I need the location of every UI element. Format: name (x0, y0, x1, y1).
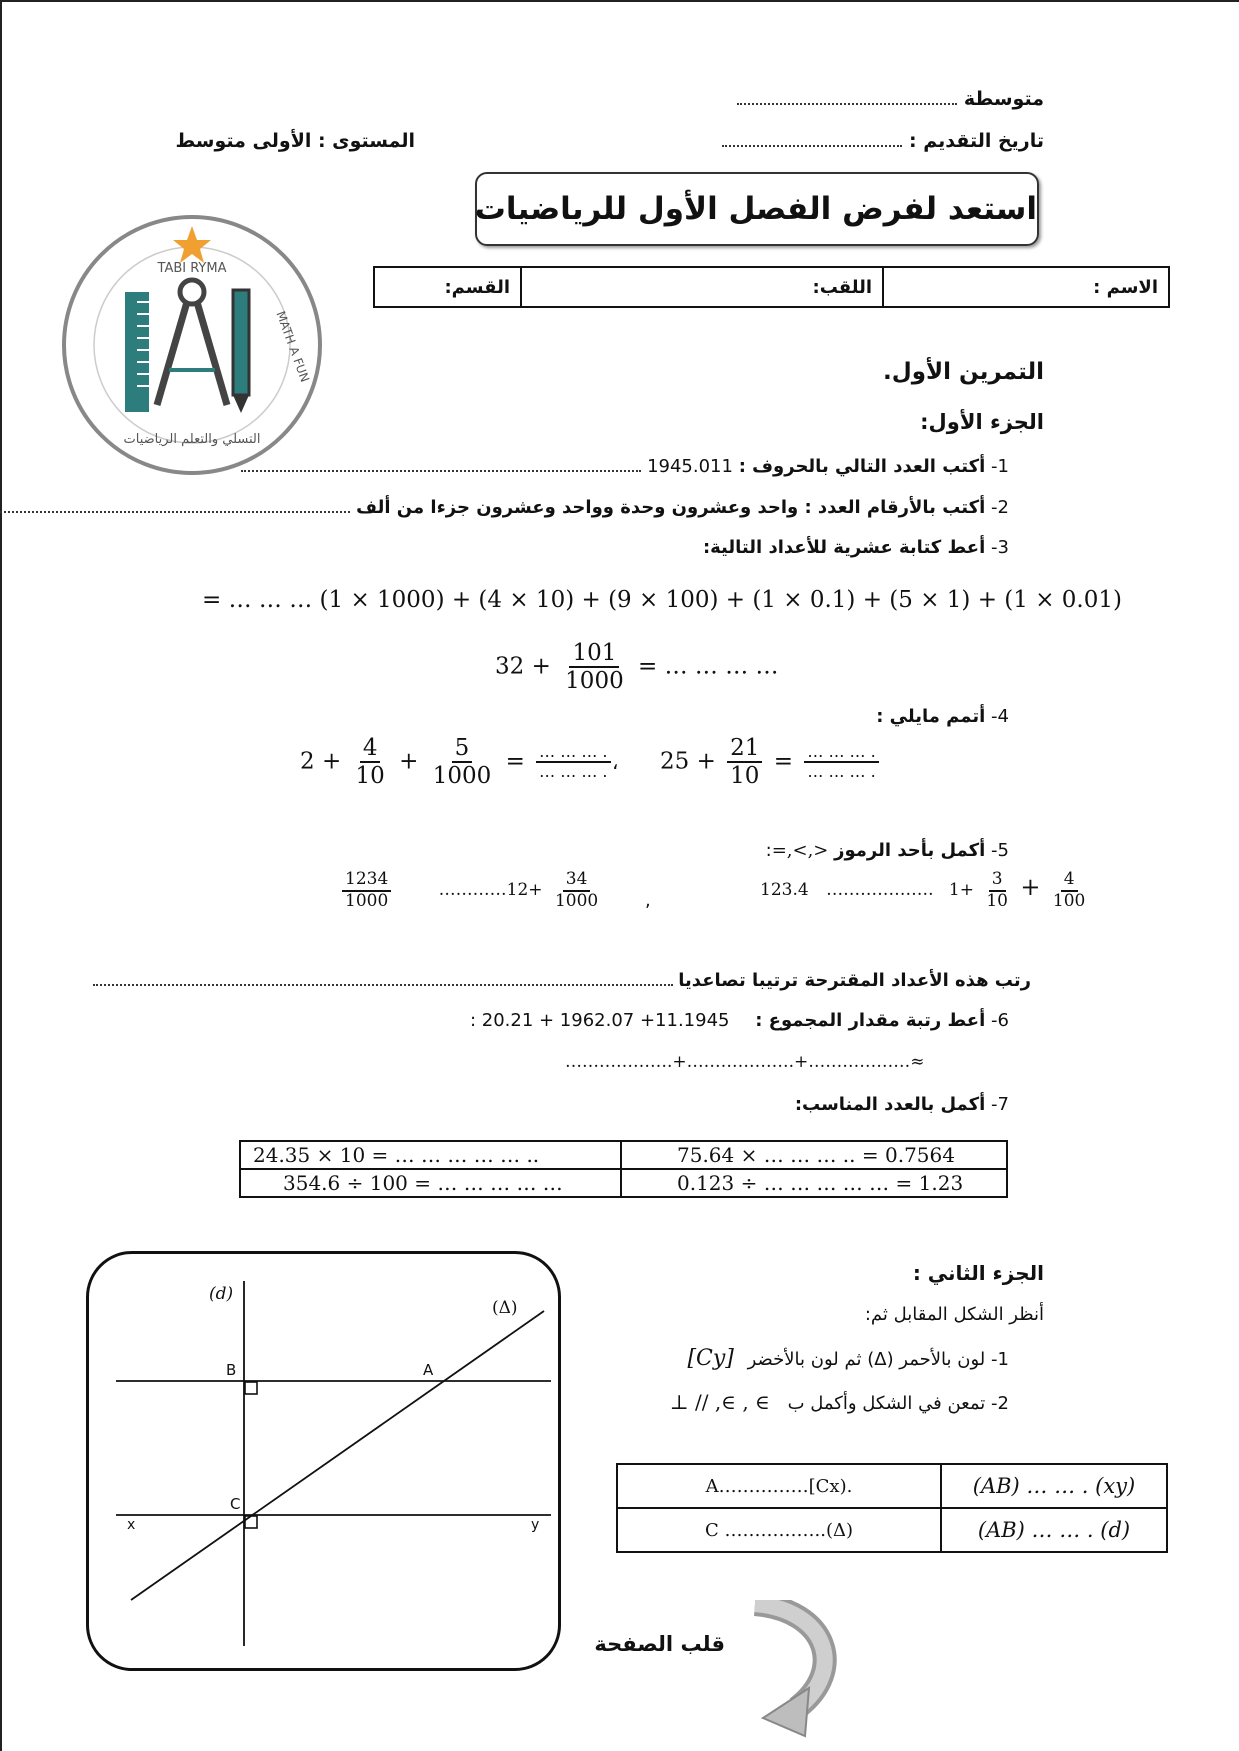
p2q1-text: لون بالأحمر (Δ) ثم لون بالأخضر (747, 1349, 986, 1370)
table-row (617, 1464, 1167, 1508)
q5b-num2: 4 (1061, 870, 1078, 892)
q5b-den1: 10 (986, 890, 1008, 911)
part2-cell[interactable]: (AB) … … . (xy) (941, 1464, 1167, 1508)
q3-text: أعط كتابة عشرية للأعداد التالية: (702, 537, 986, 558)
q6-estimation-line[interactable]: ……………….+……………….+………………≈ (565, 1052, 925, 1072)
q3-expr1-answer[interactable]: = … … … (202, 587, 313, 613)
q4b-fraction (727, 735, 762, 790)
geometry-figure (86, 1251, 561, 1671)
q5-text: أكمل بأحد الرموز (834, 840, 986, 861)
question-5: -5 أكمل بأحد الرموز =,<,>: (766, 840, 1031, 861)
p2q2-number: -2 (991, 1393, 1009, 1414)
part2-cell[interactable]: (AB) … … . (d) (941, 1508, 1167, 1552)
logo-graphic (57, 210, 327, 480)
q4a-equals: = (505, 748, 525, 775)
label-d: (d) (209, 1284, 234, 1304)
question-4 (876, 706, 1031, 727)
logo-right-text: MATH A FUN (273, 309, 313, 385)
table-row (617, 1508, 1167, 1552)
q6-text: أعط رتبة مقدار المجموع : (755, 1010, 986, 1031)
q5-number: -5 (991, 840, 1009, 861)
q4-number: -4 (991, 706, 1009, 727)
class-label: القسم: (444, 276, 510, 298)
q5-order-text: رتب هذه الأعداد المقترحة ترتيبا تصاعديا (678, 970, 1031, 991)
name-cell[interactable] (883, 267, 1169, 307)
q5a-blank[interactable]: …………12+ (438, 880, 543, 901)
q3-expr1-terms: (1 × 1000) + (4 × 10) + (9 × 100) + (1 × 0.1) + (5 × 1) + (1 × 0.01) (319, 587, 1122, 613)
q4a-fraction-1 (353, 735, 388, 790)
q1-value: 1945.011 (647, 456, 733, 477)
right-angle-b (245, 1382, 257, 1394)
q5a-fraction-left (342, 870, 391, 911)
school-label: متوسطة (963, 88, 1044, 110)
table-row (240, 1141, 1007, 1169)
label-c: C (230, 1495, 241, 1513)
date-field (722, 130, 1044, 152)
q7-text: أكمل بالعدد المناسب: (794, 1094, 986, 1115)
q2-answer-dots[interactable] (0, 511, 350, 513)
q4b-integer: 25 + (660, 748, 716, 775)
q2-number: -2 (991, 497, 1009, 518)
part2-question-2 (670, 1390, 1031, 1414)
part2-cell[interactable]: A……………[Cx). (617, 1464, 941, 1508)
label-y: y (531, 1517, 540, 1533)
q5-order-dots[interactable] (93, 984, 673, 986)
part2-title: الجزء الثاني : (912, 1261, 1044, 1285)
q4a-den1: 10 (355, 763, 385, 790)
q7-cell[interactable]: 0.123 ÷ … … … … … = 1.23 (621, 1169, 1007, 1197)
p2q1-segment: [Cy] (687, 1346, 734, 1371)
p2q1-number: -1 (991, 1349, 1009, 1370)
q4a-fraction-2 (430, 735, 495, 790)
q4b-result-fraction[interactable] (804, 743, 878, 782)
q4b-result-den: … … … . (807, 762, 876, 782)
q5-separator: , (645, 890, 651, 911)
q4-expression-a (300, 735, 615, 790)
question-1 (241, 456, 1031, 477)
q7-cell[interactable]: 24.35 × 10 = … … … … … .. (240, 1141, 621, 1169)
q3-expr2-integer: 32 + (495, 653, 551, 680)
turn-page-label: قلب الصفحة (594, 1632, 725, 1656)
q3-number: -3 (991, 537, 1009, 558)
label-x: x (127, 1517, 136, 1533)
q1-answer-dots[interactable] (241, 470, 641, 472)
q4a-integer: 2 + (300, 748, 342, 775)
exercise-title: التمرين الأول. (883, 359, 1044, 385)
logo-top-text: TABI RYMA (157, 261, 227, 276)
part2-question-1 (687, 1346, 1031, 1371)
q1-text: أكتب العدد التالي بالحروف : (738, 456, 986, 477)
q4a-result-den: … … … . (539, 762, 608, 782)
date-dots (722, 145, 902, 147)
q3-expression-1 (202, 587, 1122, 613)
label-delta: (Δ) (492, 1298, 518, 1318)
q5b-den2: 100 (1052, 890, 1086, 911)
q6-number: -6 (991, 1010, 1009, 1031)
date-label: تاريخ التقديم : (909, 130, 1044, 152)
part2-intro: أنظر الشكل المقابل ثم: (864, 1304, 1044, 1325)
q4-separator: ، (612, 750, 619, 774)
q4b-num: 21 (727, 735, 762, 763)
q5b-fraction-2 (1050, 870, 1088, 911)
q6-expression: : 20.21 + 1962.07 +11.1945 (469, 1010, 730, 1031)
q4a-result-fraction[interactable] (536, 743, 610, 782)
part2-cell[interactable]: C ……………..(Δ) (617, 1508, 941, 1552)
q4-text: أتمم مايلي : (876, 706, 986, 727)
title-box (475, 172, 1039, 246)
q5a-right-den: 1000 (554, 890, 599, 911)
surname-label: اللقب: (812, 276, 872, 298)
table-row (240, 1169, 1007, 1197)
page-title: استعد لفرض الفصل الأول للرياضيات (474, 191, 1037, 227)
q5b-blank[interactable]: ………………. (826, 880, 934, 901)
q4a-num2: 5 (452, 735, 473, 763)
q4a-den2: 1000 (432, 763, 492, 790)
q4a-result-num: … … … . (536, 743, 610, 763)
q7-number: -7 (991, 1094, 1009, 1115)
q7-table (239, 1140, 1008, 1198)
q4b-den: 10 (730, 763, 760, 790)
q5b-left: 123.4 (760, 880, 809, 901)
student-info-table (373, 266, 1170, 308)
q2-text: أكتب بالأرقام العدد : واحد وعشرون وحدة وواحد وعشرون جزءا من ألف (356, 497, 986, 518)
q5a-fraction-right (552, 870, 601, 911)
logo (57, 210, 327, 484)
q3-expr2-denominator: 1000 (565, 668, 624, 695)
q4b-equals: = (773, 748, 794, 775)
question-3 (703, 537, 1031, 558)
q3-expr2-fraction (562, 640, 627, 695)
q4-expression-b (660, 735, 883, 790)
q5-comparison-a (338, 870, 605, 911)
q5b-plus: + (1020, 873, 1041, 902)
q5b-num1: 3 (989, 870, 1006, 892)
right-angle-c (245, 1516, 257, 1528)
q1-number: -1 (991, 456, 1009, 477)
q5-comparison-b (760, 870, 1092, 911)
q5b-integer: 1+ (948, 880, 974, 901)
line-delta (131, 1311, 544, 1600)
school-dots (737, 103, 957, 105)
q7-cell[interactable]: 75.64 × … … … .. = 0.7564 (621, 1141, 1007, 1169)
q3-expr2-answer[interactable]: = … … … … (638, 653, 779, 680)
q4a-plus: + (399, 748, 419, 775)
part2-table (616, 1463, 1168, 1553)
q5a-right-num: 34 (563, 870, 591, 892)
turn-page-arrow-icon (747, 1600, 857, 1740)
q5-order (93, 970, 1031, 991)
surname-cell[interactable] (521, 267, 883, 307)
question-7 (795, 1094, 1031, 1115)
q4a-num1: 4 (360, 735, 381, 763)
q7-cell[interactable]: 354.6 ÷ 100 = … … … … … (240, 1169, 621, 1197)
q5a-left-num: 1234 (342, 870, 391, 892)
q5-symbols: =,<,> (771, 840, 829, 861)
school-field (737, 88, 1044, 110)
figure-drawing (86, 1251, 561, 1671)
question-2 (0, 497, 1031, 518)
q5b-fraction-1 (983, 870, 1011, 911)
class-cell[interactable] (374, 267, 521, 307)
level-label: المستوى : الأولى متوسط (175, 130, 415, 152)
q3-expression-2 (495, 640, 779, 695)
label-b: B (226, 1361, 237, 1379)
q3-expr2-numerator: 101 (569, 640, 619, 668)
p2q2-symbols: ⊥ // ,∈ , ∈ (669, 1390, 770, 1414)
question-6 (470, 1010, 1031, 1031)
p2q2-text: تمعن في الشكل وأكمل ب (787, 1393, 986, 1414)
part1-title: الجزء الأول: (920, 410, 1044, 434)
logo-bottom-text: التسلي والتعلم الرياضيات (123, 432, 261, 447)
name-label: الاسم : (1093, 276, 1158, 298)
label-a: A (423, 1361, 434, 1379)
q4b-result-num: … … … . (804, 743, 878, 763)
q5a-left-den: 1000 (345, 890, 389, 911)
